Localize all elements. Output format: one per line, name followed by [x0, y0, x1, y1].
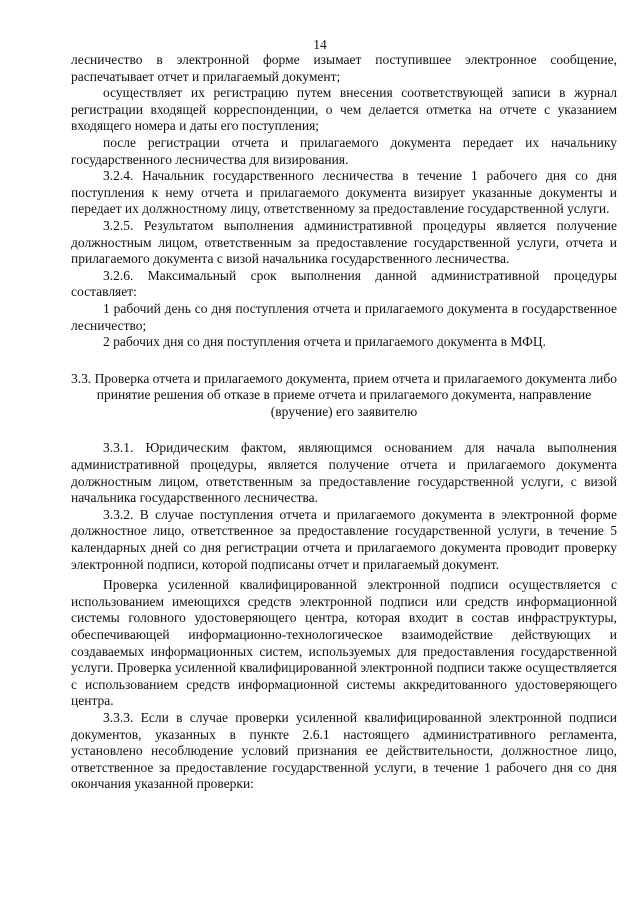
paragraph: 3.2.4. Начальник государственного лесничества в течение 1 рабочего дня со дня поступления к нему отчета и прилагаемого документа визирует указанные документы и передает их должностному лицу, ответственному за предоставление государственной услуги. — [71, 168, 617, 217]
paragraph: 3.3.1. Юридическим фактом, являющимся основанием для начала выполнения административной процедуры, является получение отчета и прилагаемого документа должностным лицом, ответственным за предоставление государственной услуги, с визой начальника государственного лесничества. — [71, 440, 617, 506]
section-heading: 3.3. Проверка отчета и прилагаемого документа, прием отчета и прилагаемого документа либо принятие решения об отказе в приеме отчета и прилагаемого документа, направление (вручение) его заявителю — [71, 370, 617, 419]
paragraph: 2 рабочих дня со дня поступления отчета и прилагаемого документа в МФЦ. — [103, 334, 546, 350]
paragraph: 1 рабочий день со дня поступления отчета и прилагаемого документа в государственное лесничество; — [71, 300, 617, 333]
paragraph: осуществляет их регистрацию путем внесения соответствующей записи в журнал регистрации входящей корреспонденции, о чем делается отметка на отчете с указанием входящего номера и даты его поступления; — [71, 85, 617, 134]
paragraph: после регистрации отчета и прилагаемого документа передает их начальнику государственного лесничества для визирования. — [71, 134, 617, 167]
paragraph: лесничество в электронной форме изымает поступившее электронное сообщение, распечатывает отчет и прилагаемый документ; — [71, 52, 617, 84]
paragraph: 3.3.2. В случае поступления отчета и прилагаемого документа в электронной форме должностное лицо, ответственное за предоставление государственной услуги, в течение 5 календарных дней со дня регистрации отчета и прилагаемого документа проводит проверку электронной подписи, которой подписаны отчет и прилагаемый документ. — [71, 506, 617, 572]
paragraph: 3.2.5. Результатом выполнения административной процедуры является получение должностным лицом, ответственным за предоставление государственной услуги, отчета и прилагаемого документа с визой начальника государственного лесничества. — [71, 217, 617, 267]
paragraph: 3.3.3. Если в случае проверки усиленной квалифицированной электронной подписи документов, указанных в пункте 2.6.1 настоящего административного регламента, установлено несоблюдение условий признания ее действительности, должностное лицо, ответственное за предоставление государственной услуги, в течение 1 рабочего дня со дня окончания указанной проверки: — [71, 709, 617, 792]
page-number: 14 — [313, 37, 327, 52]
document-body — [71, 52, 617, 793]
paragraph: Проверка усиленной квалифицированной электронной подписи осуществляется с использованием имеющихся средств электронной подписи или средств информационной системы головного удостоверяющего центра, которая входит в состав инфраструктуры, обеспечивающей информационно-технологическое взаимодействие действующих и создаваемых информационных систем, используемых для предоставления государственной услуги. Проверка усиленной квалифицированной электронной подписи также осуществляется с использованием средств информационной системы аккредитованного удостоверяющего центра. — [71, 577, 617, 709]
paragraph: 3.2.6. Максимальный срок выполнения данной административной процедуры составляет: — [71, 267, 617, 300]
